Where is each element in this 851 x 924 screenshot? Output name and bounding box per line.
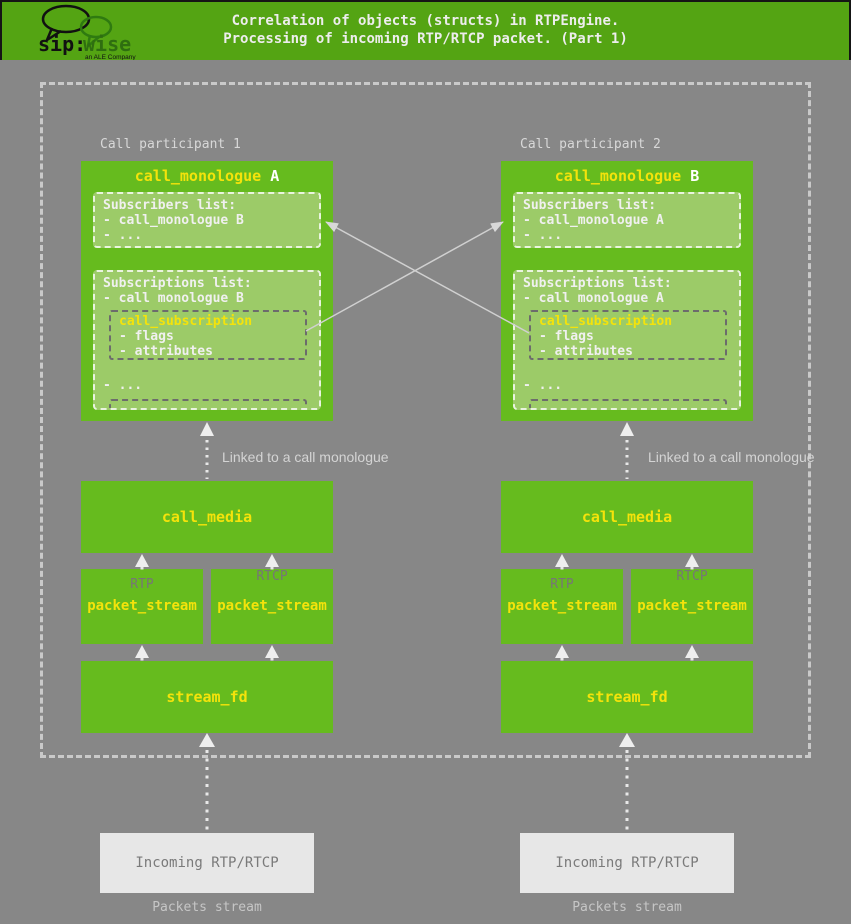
call-media-box-2	[501, 481, 753, 553]
stream-fd-box-2	[501, 661, 753, 733]
struct-name: packet_stream	[507, 598, 617, 614]
subscriptions-more: - ...	[523, 378, 563, 393]
subscribers-item: - ...	[103, 228, 143, 243]
subscriptions-item: - call monologue A	[523, 291, 664, 306]
call-media-box-1	[81, 481, 333, 553]
struct-name: stream_fd	[166, 688, 248, 706]
incoming-rtp-rtcp-box-2	[520, 833, 734, 893]
subscriptions-more: - ...	[103, 378, 143, 393]
incoming-label: Incoming RTP/RTCP	[555, 855, 699, 871]
logo-text-sip: sip:	[38, 32, 87, 56]
linked-to-monologue-label: Linked to a call monologue	[648, 449, 815, 465]
subscribers-item: - call_monologue B	[103, 213, 244, 228]
linked-to-monologue-label: Linked to a call monologue	[222, 449, 389, 465]
struct-name: packet_stream	[87, 598, 197, 614]
subscribers-title: Subscribers list:	[523, 198, 657, 213]
struct-name: packet_stream	[637, 598, 747, 614]
call-monologue-a-title	[81, 161, 333, 185]
call-subscription-box-partial-b	[529, 399, 727, 410]
protocol-label: RTP	[550, 577, 574, 592]
struct-name: call_media	[581, 508, 673, 526]
logo-tagline: an ALE Company	[85, 54, 136, 60]
incoming-label: Incoming RTP/RTCP	[135, 855, 279, 871]
page-title	[2, 12, 849, 48]
packet-stream-rtp-box-1	[81, 569, 203, 644]
header-bar	[0, 0, 851, 60]
subscribers-item: - call_monologue A	[523, 213, 664, 228]
monologue-letter: B	[690, 167, 700, 185]
participant-1-label: Call participant 1	[100, 137, 241, 152]
subscription-field: - attributes	[119, 344, 213, 359]
call-subscription-box-a	[109, 310, 307, 360]
subscription-field: - attributes	[539, 344, 633, 359]
subscriptions-title: Subscriptions list:	[103, 276, 252, 291]
call-monologue-b-title	[501, 161, 753, 185]
subscribers-item: - ...	[523, 228, 563, 243]
monologue-letter: A	[270, 167, 280, 185]
packets-stream-label-2: Packets stream	[572, 900, 682, 915]
protocol-label: RTP	[130, 577, 154, 592]
subscriptions-title: Subscriptions list:	[523, 276, 672, 291]
struct-name: call_subscription	[119, 314, 253, 329]
packet-stream-rtcp-box-2	[631, 569, 753, 644]
subscriptions-list-box-a	[93, 270, 321, 410]
struct-name: call_subscription	[539, 314, 673, 329]
subscriptions-list-box-b	[513, 270, 741, 410]
page-title-line2: Processing of incoming RTP/RTCP packet. (Part 1)	[223, 31, 628, 47]
stream-fd-box-1	[81, 661, 333, 733]
packet-stream-rtcp-box-1	[211, 569, 333, 644]
protocol-label: RTCP	[256, 569, 288, 584]
packet-stream-rtp-box-2	[501, 569, 623, 644]
packets-stream-label-1: Packets stream	[152, 900, 262, 915]
participant-2-label: Call participant 2	[520, 137, 661, 152]
protocol-label: RTCP	[676, 569, 708, 584]
incoming-rtp-rtcp-box-1	[100, 833, 314, 893]
call-subscription-box-partial-a	[109, 399, 307, 410]
struct-name: call_monologue	[134, 167, 262, 185]
subscription-field: - flags	[119, 329, 174, 344]
page-title-line1: Correlation of objects (structs) in RTPEngine.	[231, 13, 620, 29]
subscription-field: - flags	[539, 329, 594, 344]
subscribers-list-box-a	[93, 192, 321, 248]
subscribers-title: Subscribers list:	[103, 198, 237, 213]
struct-name: stream_fd	[586, 688, 668, 706]
logo-text-wise: wise	[83, 32, 132, 56]
struct-name: packet_stream	[217, 598, 327, 614]
struct-name: call_media	[161, 508, 253, 526]
call-subscription-box-b	[529, 310, 727, 360]
struct-name: call_monologue	[554, 167, 682, 185]
subscriptions-item: - call monologue B	[103, 291, 244, 306]
subscribers-list-box-b	[513, 192, 741, 248]
call-monologue-box-b	[501, 161, 753, 421]
call-monologue-box-a	[81, 161, 333, 421]
